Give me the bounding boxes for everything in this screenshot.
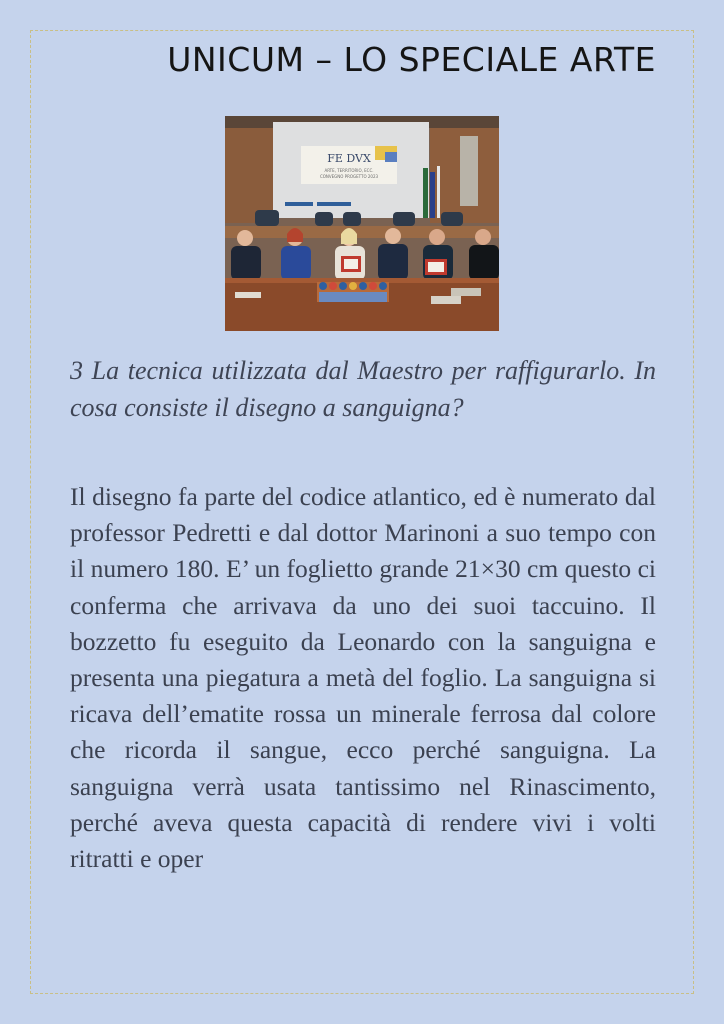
- screen-subtitle: ARTE, TERRITORIO, ECC.: [324, 168, 374, 173]
- question-heading: 3 La tecnica utilizzata dal Maestro per raffigurarlo. In cosa consiste il disegno a sanguigna?: [70, 356, 656, 422]
- page-title: UNICUM – LO SPECIALE ARTE: [167, 40, 656, 79]
- screen-title: FE DVX: [327, 152, 371, 165]
- event-photo: [225, 116, 499, 331]
- answer-paragraph: Il disegno fa parte del codice atlantico, ed è numerato dal professor Pedretti e dal dottor Marinoni a suo tempo con il numero 180. E’ un foglietto grande 21×30 cm questo ci conferma che arrivava da uno dei suoi taccuino. Il bozzetto fu eseguito da Leonardo con la sanguigna e presenta una piegatura a metà del foglio. La sanguigna si ricava dell’ematite rossa un minerale ferrosa dal colore che ricorda il sangue, ecco perché sanguigna. La sanguigna verrà usata tantissimo nel Rinascimento, perché aveva questa capacità di rendere vivi i volti ritratti e oper: [70, 482, 656, 874]
- screen-caption: CONVEGNO PROGETTO 2023: [319, 174, 379, 179]
